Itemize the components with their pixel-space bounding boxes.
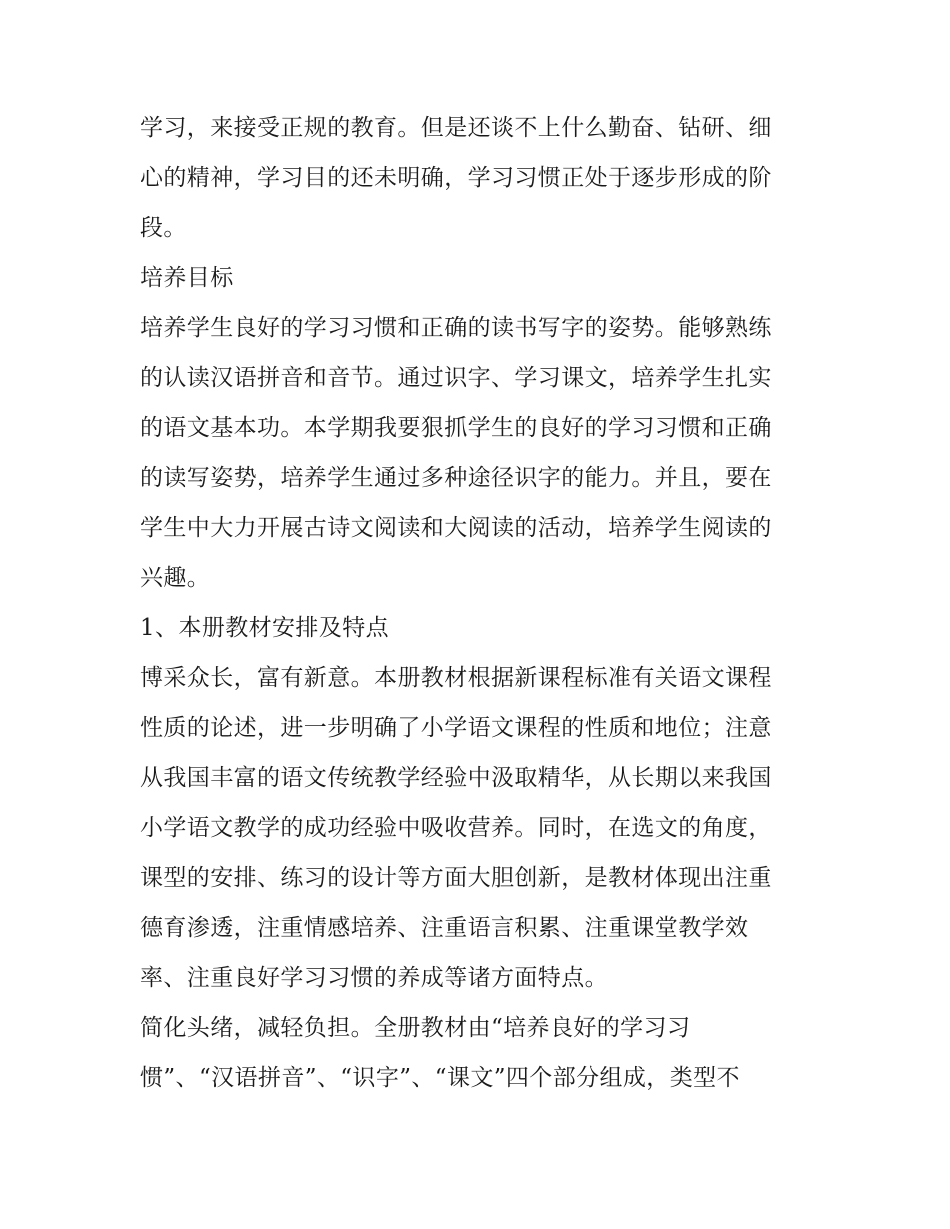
text-line: 惯”、“汉语拼音”、“识字”、“课文”四个部分组成，类型不 (140, 1065, 740, 1091)
text-line: 的语文基本功。本学期我要狠抓学生的良好的学习习惯和正确 (140, 415, 772, 441)
text-line: 从我国丰富的语文传统教学经验中汲取精华，从长期以来我国 (140, 765, 772, 791)
text-line: 博采众长，富有新意。本册教材根据新课程标准有关语文课程 (140, 665, 772, 691)
text-line: 学习，来接受正规的教育。但是还谈不上什么勤奋、钻研、细 (140, 115, 772, 141)
text-line: 率、注重良好学习习惯的养成等诸方面特点。 (140, 965, 608, 991)
text-line: 小学语文教学的成功经验中吸收营养。同时，在选文的角度， (140, 815, 772, 841)
text-line: 心的精神，学习目的还未明确，学习习惯正处于逐步形成的阶 (140, 165, 772, 191)
text-line: 德育渗透，注重情感培养、注重语言积累、注重课堂教学效 (140, 915, 749, 941)
text-line: 简化头绪，减轻负担。全册教材由“培养良好的学习习 (140, 1015, 691, 1041)
text-line: 的读写姿势，培养学生通过多种途径识字的能力。并且，要在 (140, 465, 772, 491)
section-heading: 培养目标 (140, 265, 234, 291)
text-line: 学生中大力开展古诗文阅读和大阅读的活动，培养学生阅读的 (140, 515, 772, 541)
section-heading: 1、本册教材安排及特点 (140, 615, 390, 641)
text-line: 课型的安排、练习的设计等方面大胆创新，是教材体现出注重 (140, 865, 772, 891)
text-line: 段。 (140, 215, 187, 241)
text-line: 性质的论述，进一步明确了小学语文课程的性质和地位；注意 (140, 715, 772, 741)
text-line: 的认读汉语拼音和音节。通过识字、学习课文，培养学生扎实 (140, 365, 772, 391)
text-line: 培养学生良好的学习习惯和正确的读书写字的姿势。能够熟练 (140, 315, 772, 341)
text-line: 兴趣。 (140, 565, 211, 591)
